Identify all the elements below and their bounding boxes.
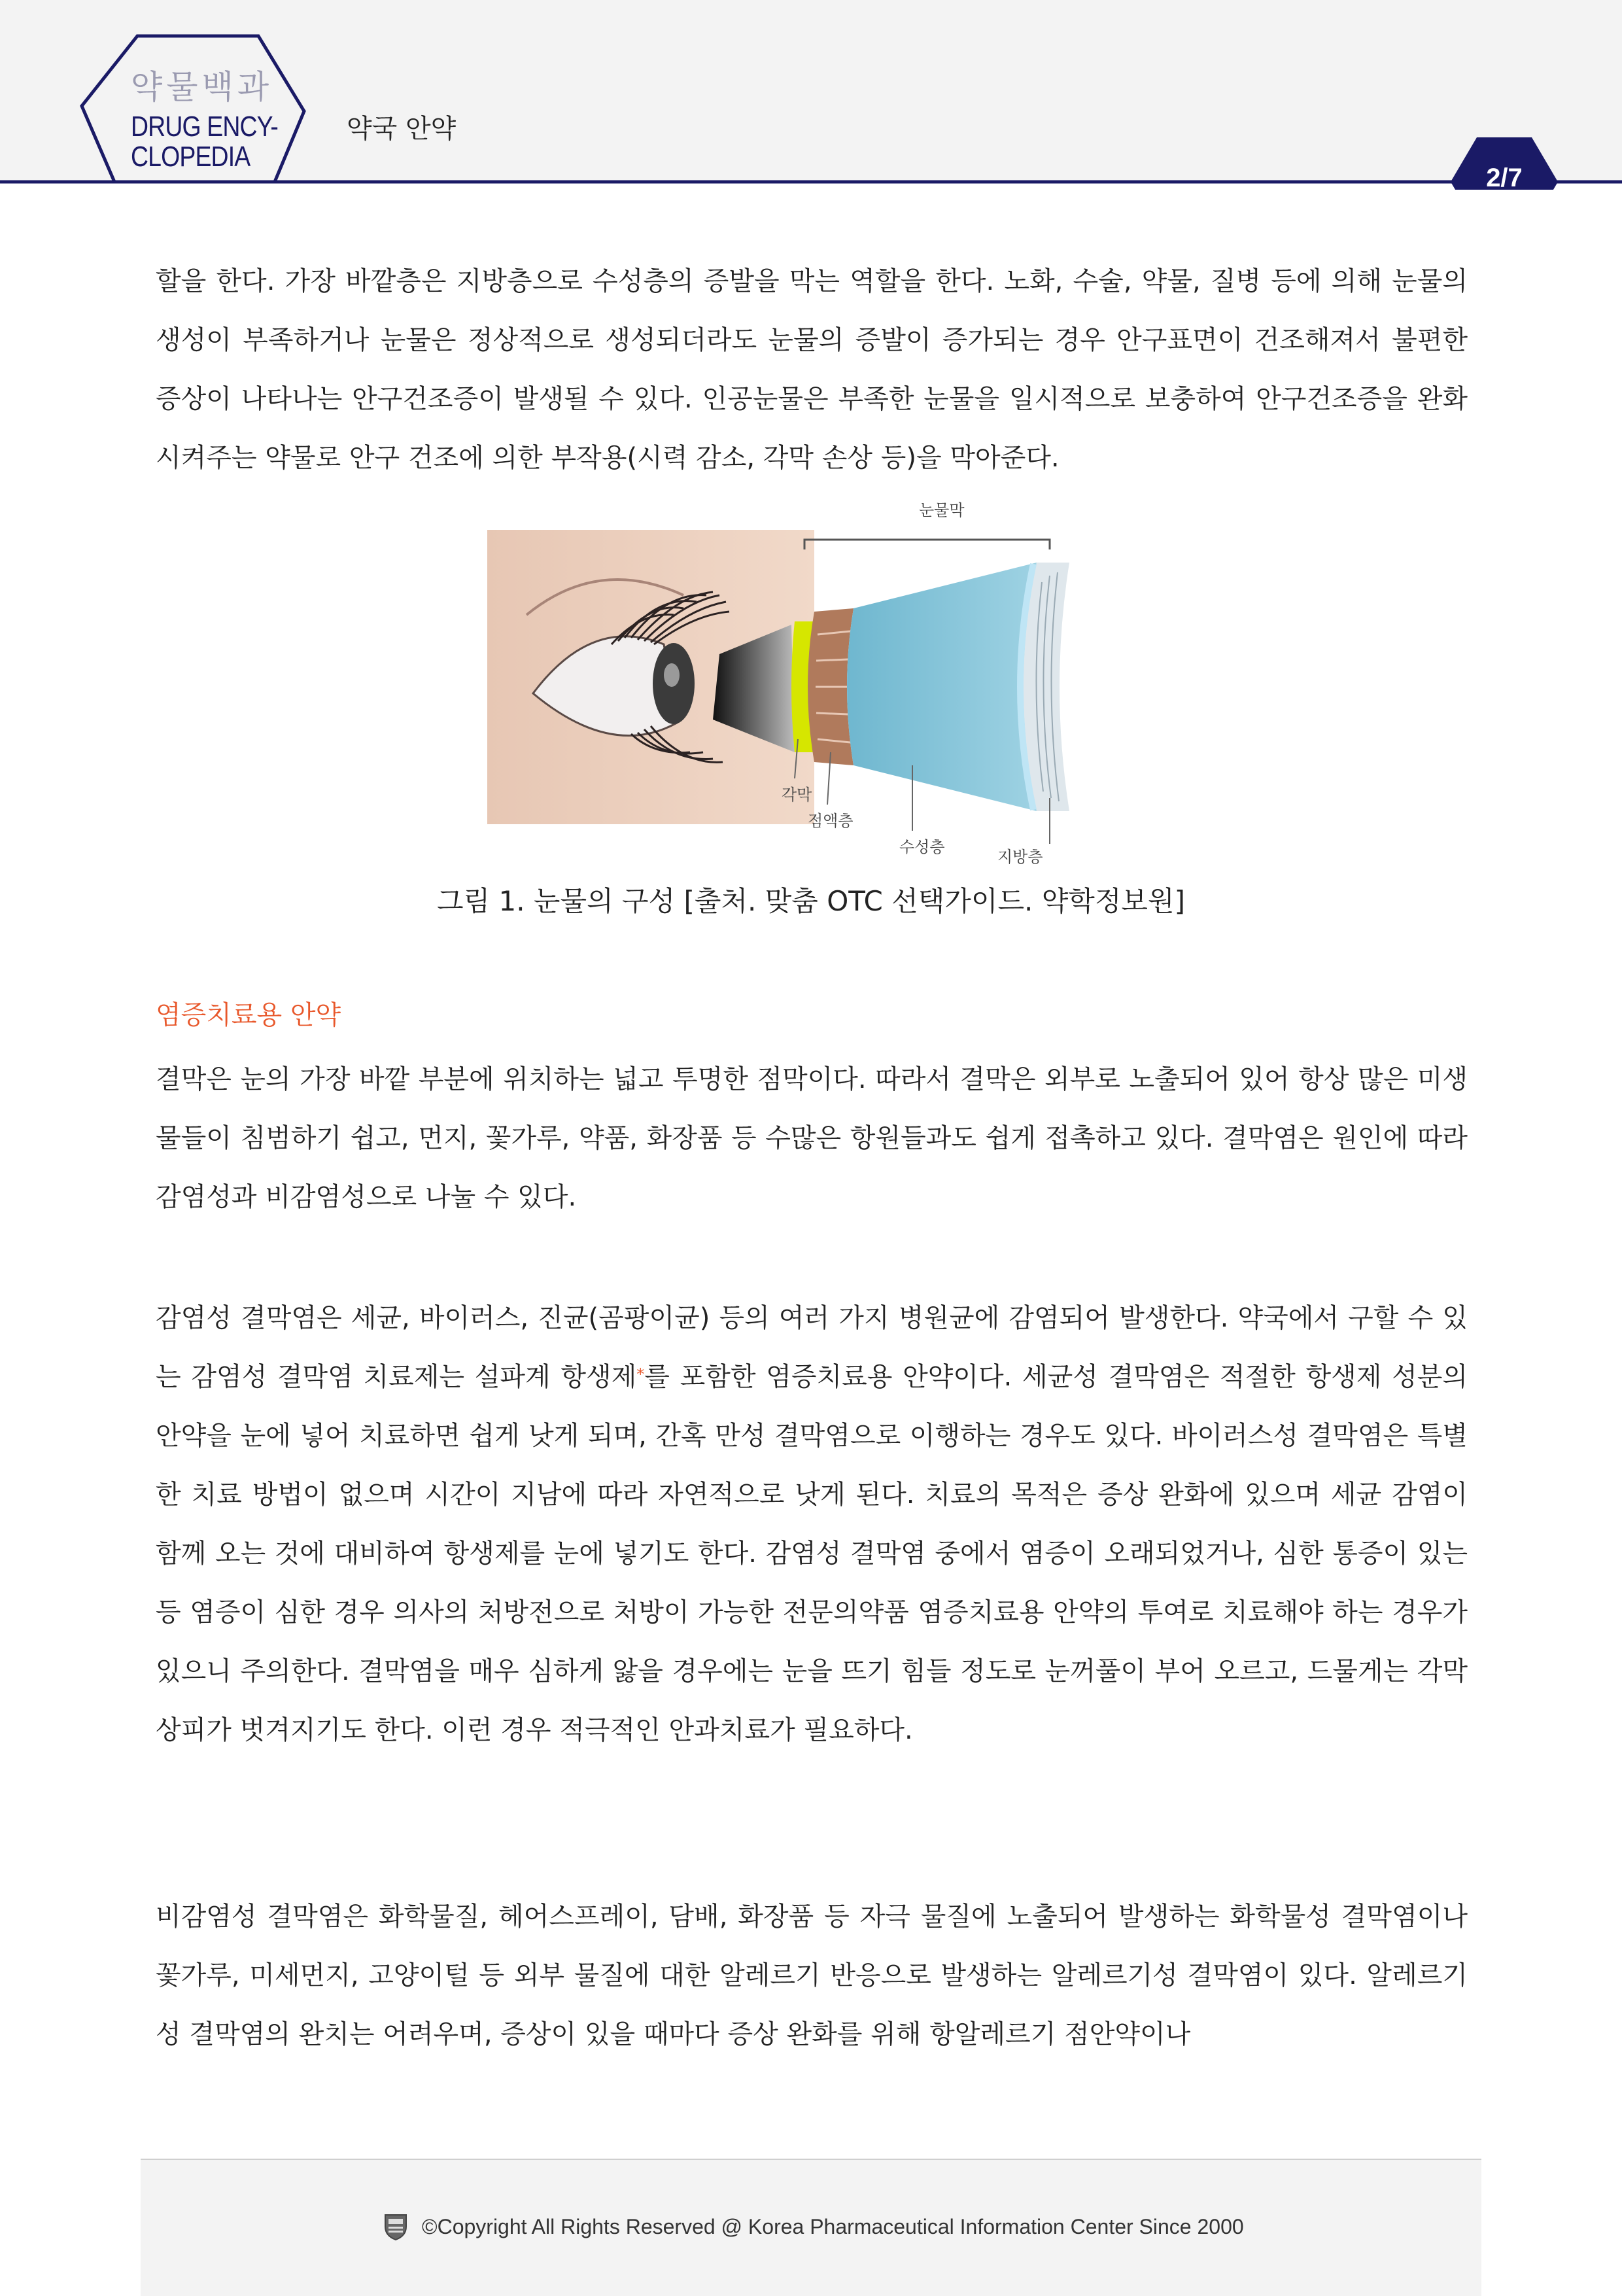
paragraph-3: [156, 1289, 1468, 1760]
kpic-shield-icon: [383, 2212, 409, 2241]
label-tear-film: 눈물막: [919, 501, 965, 519]
footnote-marker: *: [636, 1365, 645, 1383]
logo-english-line2: CLOPEDIA: [131, 141, 250, 173]
label-cornea: 각막: [782, 786, 812, 804]
tear-film-illustration: [487, 504, 1102, 870]
tear-film-figure: [487, 501, 1102, 870]
page-number: 2/7: [1486, 164, 1523, 192]
paragraph-4: 비감염성 결막염은 화학물질, 헤어스프레이, 담배, 화장품 등 자극 물질에 노출되어 발생하는 화학물성 결막염이나 꽃가루, 미세먼지, 고양이털 등 외부 물질에 대한 알레르기 반응으로 발생하는 알레르기성 결막염이 있다. 알레르기성 결막염의 완치는 어려우며, 증상이 있을 때마다 증상 완화를 위해 항알레르기 점안약이나: [156, 1902, 1468, 2049]
section-heading: 염증치료용 안약: [156, 1000, 341, 1030]
logo-korean: 약물백과: [131, 68, 273, 106]
header-title: 약국 안약: [347, 114, 457, 144]
label-aqueous-layer: 수성층: [899, 838, 945, 856]
paragraph-1: 할을 한다. 가장 바깥층은 지방층으로 수성층의 증발을 막는 역할을 한다. 노화, 수술, 약물, 질병 등에 의해 눈물의 생성이 부족하거나 눈물은 정상적으로 생성되더라도 눈물의 증발이 증가되는 경우 안구표면이 건조해져서 불편한 증상이 나타나는 안구건조증이 발생될 수 있다. 인공눈물은 부족한 눈물을 일시적으로 보충하여 안구건조증을 완화시켜주는 약물로 안구 건조에 의한 부작용(시력 감소, 각막 손상 등)을 막아준다.: [156, 266, 1468, 473]
label-lipid-layer: 지방층: [997, 848, 1043, 866]
figure-caption: 그림 1. 눈물의 구성 [출처. 맞춤 OTC 선택가이드. 약학정보원]: [437, 885, 1185, 917]
paragraph-3-part2: 를 포함한 염증치료용 안약이다. 세균성 결막염은 적절한 항생제 성분의 안약을 눈에 넣어 치료하면 쉽게 낫게 되며, 간혹 만성 결막염으로 이행하는 경우도 있다. 바이러스성 결막염은 특별한 치료 방법이 없으며 시간이 지남에 따라 자연적으로 낫게 된다. 치료의 목적은 증상 완화에 있으며 세균 감염이 함께 오는 것에 대비하여 항생제를 눈에 넣기도 한다. 감염성 결막염 중에서 염증이 오래되었거나, 심한 통증이 있는 등 염증이 심한 경우 의사의 처방전으로 처방이 가능한 전문의약품 염증치료용 안약의 투여로 치료해야 하는 경우가 있으니 주의한다. 결막염을 매우 심하게 앓을 경우에는 눈을 뜨기 힘들 정도로 눈꺼풀이 부어 오르고, 드물게는 각막상피가 벗겨지기도 한다. 이런 경우 적극적인 안과치료가 필요하다.: [156, 1362, 1468, 1745]
copyright-text: ©Copyright All Rights Reserved @ Korea Pharmaceutical Information Center Since 2000: [422, 2215, 1244, 2238]
label-mucin-layer: 점액층: [808, 812, 854, 830]
page-footer: [141, 2159, 1481, 2296]
logo-english-line1: DRUG ENCY-: [131, 111, 278, 143]
paragraph-2: 결막은 눈의 가장 바깥 부분에 위치하는 넓고 투명한 점막이다. 따라서 결막은 외부로 노출되어 있어 항상 많은 미생물들이 침범하기 쉽고, 먼지, 꽃가루, 약품, 화장품 등 수많은 항원들과도 쉽게 접촉하고 있다. 결막염은 원인에 따라 감염성과 비감염성으로 나눌 수 있다.: [156, 1064, 1468, 1212]
paragraph-3-part1: 감염성 결막염은 세균, 바이러스, 진균(곰팡이균) 등의 여러 가지 병원균에 감염되어 발생한다. 약국에서 구할 수 있는 감염성 결막염 치료제는 설파계 항생제: [156, 1303, 1468, 1392]
page-header: [0, 0, 1622, 183]
